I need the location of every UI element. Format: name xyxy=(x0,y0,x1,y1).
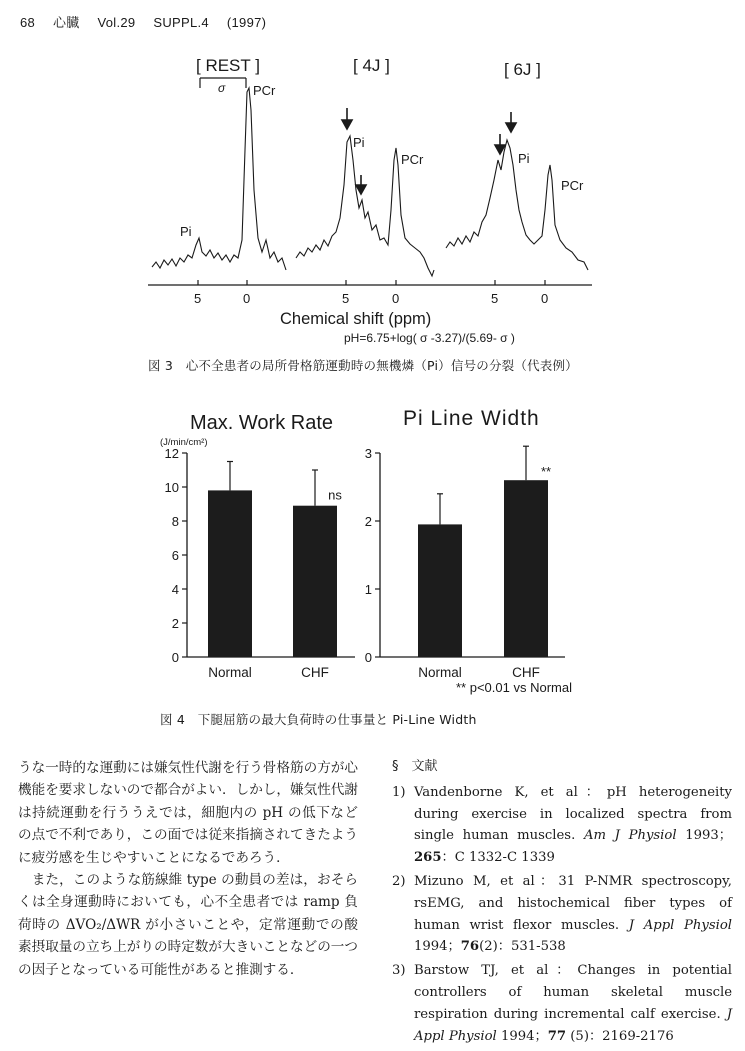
journal-name: 心臓 xyxy=(52,15,80,30)
panel-title-4j: [ 4J ] xyxy=(353,56,390,75)
x-tick-label: CHF xyxy=(512,665,540,680)
paragraph: また，このような筋線維 type の動員の差は，おそらくは全身運動時においても，心不全患者では ramp 負荷時の ΔVO₂/ΔWR が小さいことや，定常運動での酸素摂取量の立ち上がりの時定数が大きいことなどの一つの因子となっている可能性があると推測する． xyxy=(18,872,358,978)
y-tick-label: 0 xyxy=(364,650,372,665)
significance-note: ** p<0.01 vs Normal xyxy=(456,680,572,695)
x-tick-label: CHF xyxy=(301,665,329,680)
reference-item xyxy=(392,871,732,958)
y-tick-label: 6 xyxy=(171,548,179,563)
reference-item xyxy=(392,782,732,869)
y-tick-label: 1 xyxy=(364,582,372,597)
chart-work-rate xyxy=(165,446,355,680)
y-tick-label: 10 xyxy=(164,480,179,495)
bar-chf xyxy=(293,506,337,657)
page-number: 68 xyxy=(20,15,36,30)
reference-number: 2) xyxy=(392,873,406,889)
label-pcr-4j: PCr xyxy=(401,152,424,167)
label-pi-rest: Pi xyxy=(180,224,192,239)
panel-title-6j: [ 6J ] xyxy=(504,60,541,79)
x-tick-label: Normal xyxy=(208,665,252,680)
figure4-charts xyxy=(0,395,745,705)
references-heading: § 文献 xyxy=(392,759,438,774)
paragraph: うな一時的な運動には嫌気性代謝を行う骨格筋の方が心機能を要求しないので都合がよい．しかし，嫌気性代謝は持続運動を行ううえでは，細胞内の pH の低下などの点で不利であり，この面では従来指摘されてきたように疲労感を生じやすいことになるであろう． xyxy=(18,760,358,866)
y-tick-label: 2 xyxy=(364,514,372,529)
tick-label: 5 xyxy=(194,291,202,306)
body-text xyxy=(18,757,358,981)
y-tick-label: 4 xyxy=(171,582,179,597)
tick-label: 0 xyxy=(392,291,400,306)
x-ticks xyxy=(198,280,545,285)
y-tick-label: 3 xyxy=(364,446,372,461)
chart-title-pi-width: Pi Line Width xyxy=(403,407,540,430)
reference-number: 3) xyxy=(392,963,406,979)
label-pi-6j: Pi xyxy=(518,151,530,166)
bar-chf xyxy=(504,480,548,657)
chart-title-work-rate: Max. Work Rate xyxy=(190,412,333,434)
year: (1997) xyxy=(226,15,267,30)
tick-label: 5 xyxy=(491,291,499,306)
x-tick-labels xyxy=(194,291,548,306)
marker-arrows xyxy=(342,108,516,194)
reference-text: Mizuno M, et al：31 P-NMR spectroscopy, rsEMG, and histochemical fiber types of human wrist flexor muscles. J Appl Physiol 1994；76(2)：531-538 xyxy=(414,873,732,955)
reference-number: 1) xyxy=(392,784,406,800)
significance-marker: ns xyxy=(328,487,342,503)
y-tick-label: 12 xyxy=(164,446,179,461)
x-axis-label: Chemical shift (ppm) xyxy=(280,310,432,328)
chart-pi-line-width xyxy=(365,446,565,680)
label-pcr-6j: PCr xyxy=(561,178,584,193)
y-tick-label: 0 xyxy=(171,650,179,665)
label-pcr-rest: PCr xyxy=(253,83,276,98)
reference-text: Barstow TJ, et al：Changes in potential controllers of human skeletal muscle respiration during incremental calf exercise. J Appl Physiol 1994；77 (5)：2169-2176 xyxy=(414,963,732,1044)
spectrum-rest xyxy=(152,88,286,270)
references xyxy=(392,756,732,1049)
figure3-caption: 図 3 心不全患者の局所骨格筋運動時の無機燐（Pi）信号の分裂（代表例） xyxy=(148,358,578,373)
bar-normal xyxy=(208,490,252,657)
spectrum-6j xyxy=(446,140,588,270)
y-tick-label: 2 xyxy=(171,616,179,631)
supplement: SUPPL.4 xyxy=(153,15,209,30)
sigma-label: σ xyxy=(218,81,226,95)
panel-title-rest: [ REST ] xyxy=(196,56,260,75)
ph-formula: pH=6.75+log( σ -3.27)/(5.69- σ ) xyxy=(344,331,515,345)
figure4-caption: 図 4 下腿屈筋の最大負荷時の仕事量と Pi-Line Width xyxy=(160,712,477,727)
y-tick-label: 8 xyxy=(171,514,179,529)
reference-text: Vandenborne K, et al：pH heterogeneity during exercise in localized spectra from single human muscles. Am J Physiol 1993；265：C 1332-C 1339 xyxy=(414,784,732,866)
x-tick-label: Normal xyxy=(418,665,462,680)
tick-label: 5 xyxy=(342,291,350,306)
bar-normal xyxy=(418,524,462,657)
reference-list xyxy=(392,782,732,1048)
y-axis-label-work-rate: (J/min/cm²) xyxy=(160,437,208,448)
label-pi-4j: Pi xyxy=(353,135,365,150)
volume: Vol.29 xyxy=(97,15,136,30)
figure3-spectra xyxy=(0,0,745,380)
tick-label: 0 xyxy=(243,291,251,306)
reference-item xyxy=(392,960,732,1047)
tick-label: 0 xyxy=(541,291,549,306)
significance-marker: ** xyxy=(540,464,552,480)
